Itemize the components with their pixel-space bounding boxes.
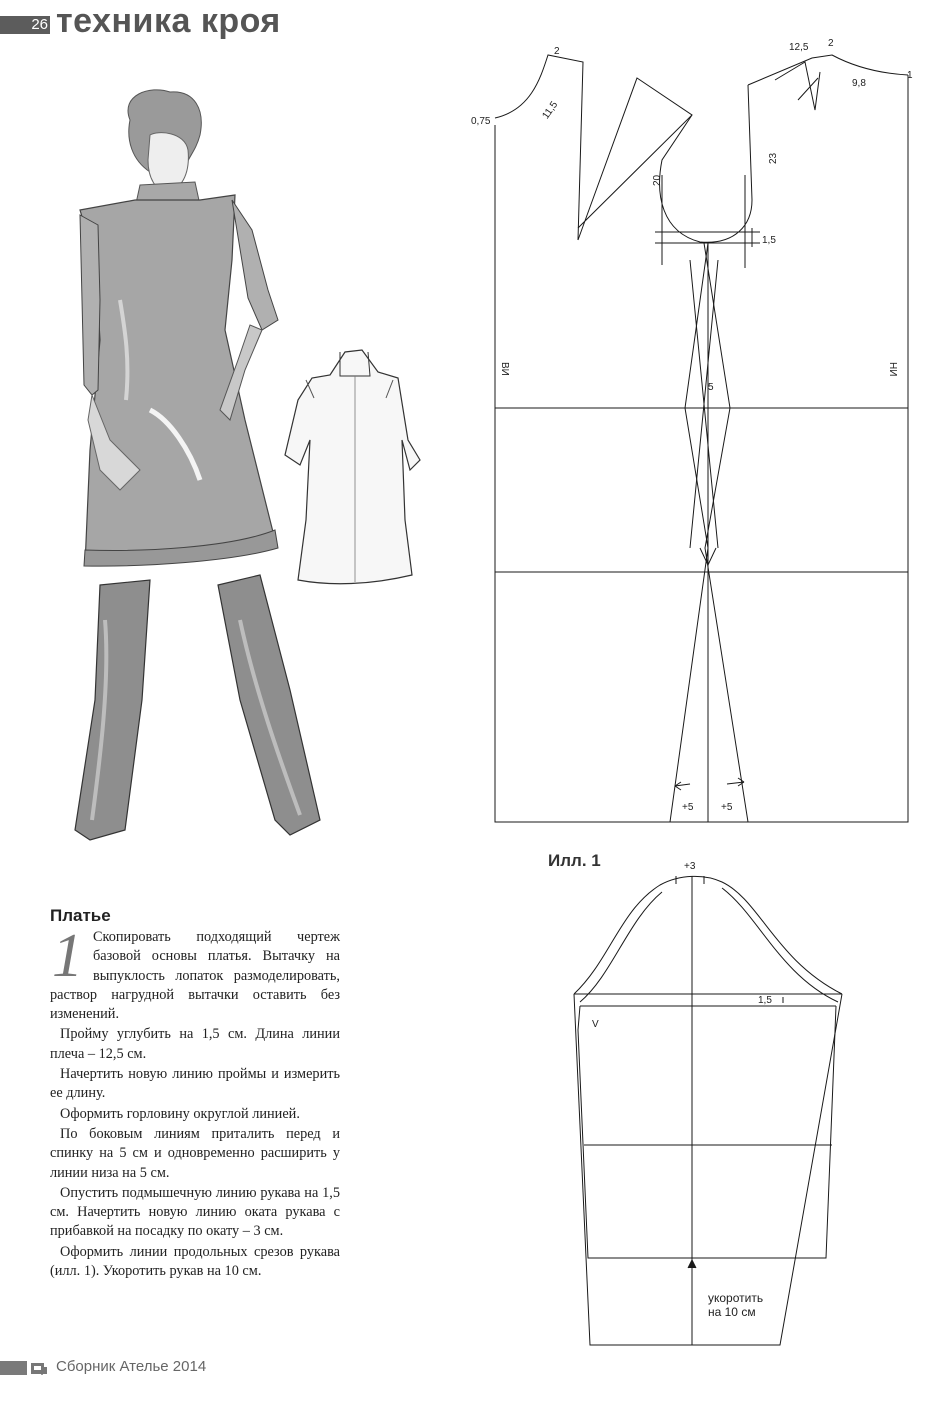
article-body — [50, 922, 340, 1282]
svg-text:20: 20 — [652, 174, 663, 186]
sleeve-pattern — [574, 876, 842, 1345]
paragraph: Оформить горловину округлой линией. — [60, 1105, 300, 1122]
dress-pattern — [495, 55, 908, 822]
svg-text:на 10 см: на 10 см — [708, 1305, 756, 1319]
svg-text:12,5: 12,5 — [789, 42, 809, 53]
svg-text:V: V — [592, 1019, 599, 1030]
svg-text:НИ: НИ — [887, 362, 898, 377]
svg-text:+5: +5 — [721, 802, 733, 813]
svg-text:5: 5 — [708, 382, 714, 393]
page-footer — [0, 1358, 941, 1382]
svg-text:2: 2 — [554, 46, 560, 57]
section-title: техника кроя — [56, 2, 281, 40]
back-view-sketch — [285, 350, 420, 584]
paragraph: Пройму углубить на 1,5 см. Длина линии плеча – 12,5 см. — [50, 1026, 340, 1062]
svg-text:11,5: 11,5 — [540, 99, 561, 122]
svg-text:1,5: 1,5 — [758, 995, 772, 1006]
svg-text:ВИ: ВИ — [499, 362, 510, 376]
footer-text: Сборник Ателье 2014 — [56, 1358, 207, 1375]
dress-pattern-labels — [471, 38, 913, 813]
svg-text:2: 2 — [828, 38, 834, 49]
svg-text:+3: +3 — [684, 861, 696, 872]
page-number: 26 — [0, 16, 50, 34]
paragraph: Опустить подмышечную линию рукава на 1,5 см. Начертить новую линию оката рукава с прибавкой на посадку по окату – 3 см. — [50, 1184, 340, 1240]
svg-text:1,5: 1,5 — [762, 235, 776, 246]
paragraph: Начертить новую линию проймы и измерить ее длину. — [50, 1066, 340, 1102]
article-title: Платье — [50, 906, 111, 925]
paragraph: Оформить линии продольных срезов рукава (илл. 1). Укоротить рукав на 10 см. — [50, 1243, 340, 1280]
svg-text:укоротить: укоротить — [708, 1291, 764, 1305]
sewing-machine-icon — [30, 1360, 48, 1376]
paragraph: Скопировать подходящий чертеж базовой основы платья. Вытачку на выпуклость лопаток размоделировать, раствор нагрудной вытачки оставить без изменений. — [50, 929, 340, 1023]
fashion-sketch — [75, 90, 320, 840]
footer-bar — [0, 1361, 27, 1375]
dropcap: 1 — [52, 922, 83, 990]
svg-text:0,75: 0,75 — [471, 116, 491, 127]
svg-text:1: 1 — [907, 70, 913, 81]
figure-label: Илл. 1 — [548, 851, 601, 870]
svg-text:+5: +5 — [682, 802, 694, 813]
paragraph: По боковым линиям приталить перед и спинку на 5 см и одновременно расширить у линии низа на 5 см. — [50, 1125, 340, 1181]
svg-text:23: 23 — [768, 152, 779, 164]
svg-text:9,8: 9,8 — [852, 78, 866, 89]
